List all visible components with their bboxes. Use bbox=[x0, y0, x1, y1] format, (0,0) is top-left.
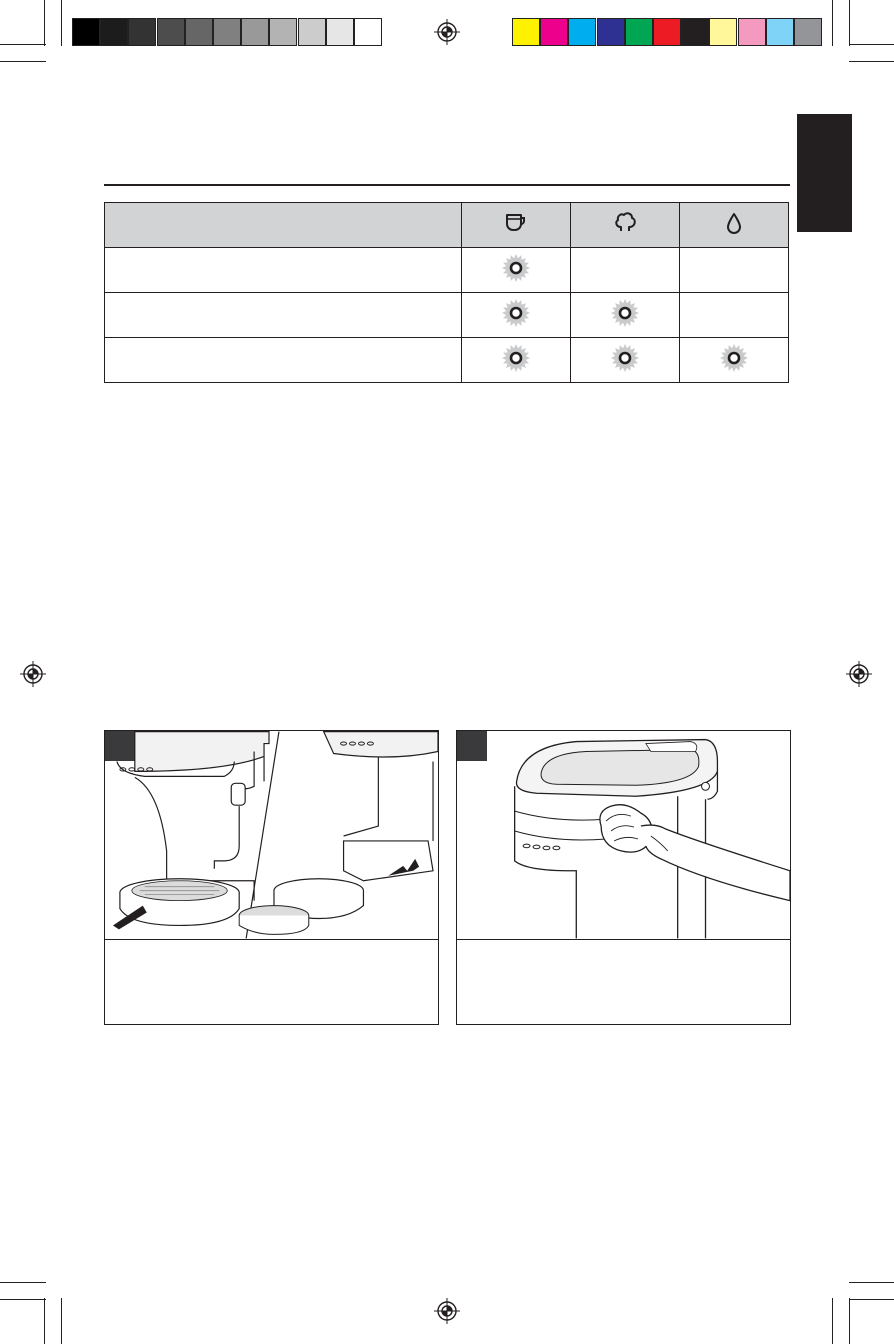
process-swatch bbox=[794, 18, 822, 46]
table-row bbox=[105, 248, 789, 293]
indicator-light-on-icon bbox=[501, 343, 531, 373]
wipe-exterior-illustration bbox=[457, 731, 790, 939]
crop-mark-tr2-v bbox=[832, 0, 833, 46]
process-swatch bbox=[738, 18, 766, 46]
table-header-cup-cell bbox=[462, 203, 571, 248]
table-header-water-cell bbox=[680, 203, 789, 248]
crop-mark-tl2-h bbox=[0, 61, 46, 62]
figure-caption-2 bbox=[457, 939, 790, 1024]
water-drop-icon bbox=[725, 211, 743, 235]
table-row bbox=[105, 293, 789, 338]
gray-swatch bbox=[269, 18, 297, 46]
gray-swatch bbox=[100, 18, 128, 46]
crop-mark-tl2-v bbox=[61, 0, 62, 46]
crop-mark-bl2-v bbox=[61, 1298, 62, 1344]
process-swatch bbox=[597, 18, 625, 46]
indicator-light-table bbox=[104, 202, 789, 383]
gray-swatch bbox=[157, 18, 185, 46]
crop-mark-bl2-h bbox=[0, 1282, 46, 1283]
figure-panel-1 bbox=[104, 730, 439, 1025]
table-header-row bbox=[105, 203, 789, 248]
crop-mark-bl-h bbox=[0, 1299, 46, 1300]
section-divider bbox=[104, 184, 790, 186]
indicator-cell bbox=[680, 338, 789, 383]
indicator-cell bbox=[680, 293, 789, 338]
indicator-cell bbox=[462, 338, 571, 383]
indicator-cell bbox=[462, 293, 571, 338]
drip-tray-removal-illustration bbox=[105, 731, 438, 939]
gray-swatch bbox=[72, 18, 100, 46]
indicator-cell bbox=[571, 248, 680, 293]
registration-mark-right bbox=[846, 661, 872, 687]
crop-mark-br2-h bbox=[849, 1282, 894, 1283]
figure-panel-2 bbox=[456, 730, 791, 1025]
crop-mark-tr-h bbox=[849, 44, 894, 45]
process-swatch bbox=[709, 18, 737, 46]
indicator-cell bbox=[571, 338, 680, 383]
indicator-cell bbox=[462, 248, 571, 293]
language-side-tab bbox=[797, 114, 852, 232]
process-swatch bbox=[512, 18, 540, 46]
registration-mark-left bbox=[20, 661, 46, 687]
gray-swatch bbox=[298, 18, 326, 46]
indicator-light-on-icon bbox=[719, 343, 749, 373]
gray-swatch bbox=[128, 18, 156, 46]
process-swatch bbox=[766, 18, 794, 46]
steam-icon bbox=[612, 210, 638, 236]
gray-swatch bbox=[354, 18, 382, 46]
registration-mark-bottom bbox=[434, 1298, 460, 1324]
indicator-cell bbox=[571, 293, 680, 338]
table-row-label-cell bbox=[105, 338, 462, 383]
process-swatch bbox=[681, 18, 709, 46]
registration-mark-top bbox=[434, 19, 460, 45]
table-header-label-cell bbox=[105, 203, 462, 248]
process-swatch bbox=[625, 18, 653, 46]
crop-mark-tl-h bbox=[0, 44, 46, 45]
indicator-light-on-icon bbox=[610, 298, 640, 328]
table-row bbox=[105, 338, 789, 383]
table-row-label-cell bbox=[105, 248, 462, 293]
crop-mark-br2-v bbox=[832, 1298, 833, 1344]
gray-swatch bbox=[213, 18, 241, 46]
crop-mark-tl-v bbox=[44, 0, 45, 46]
indicator-light-on-icon bbox=[501, 298, 531, 328]
process-swatch bbox=[653, 18, 681, 46]
gray-swatch bbox=[185, 18, 213, 46]
indicator-light-on-icon bbox=[501, 253, 531, 283]
process-swatch bbox=[568, 18, 596, 46]
crop-mark-bl-v bbox=[44, 1298, 45, 1344]
cup-icon bbox=[504, 211, 528, 235]
figure-caption-1 bbox=[105, 939, 438, 1024]
table-header-steam-cell bbox=[571, 203, 680, 248]
gray-swatch bbox=[326, 18, 354, 46]
table-row-label-cell bbox=[105, 293, 462, 338]
indicator-light-on-icon bbox=[610, 343, 640, 373]
process-swatch bbox=[540, 18, 568, 46]
indicator-cell bbox=[680, 248, 789, 293]
crop-mark-tr2-h bbox=[849, 61, 894, 62]
crop-mark-br-v bbox=[849, 1298, 850, 1344]
crop-mark-tr-v bbox=[849, 0, 850, 46]
gray-swatch bbox=[241, 18, 269, 46]
crop-mark-br-h bbox=[849, 1299, 894, 1300]
